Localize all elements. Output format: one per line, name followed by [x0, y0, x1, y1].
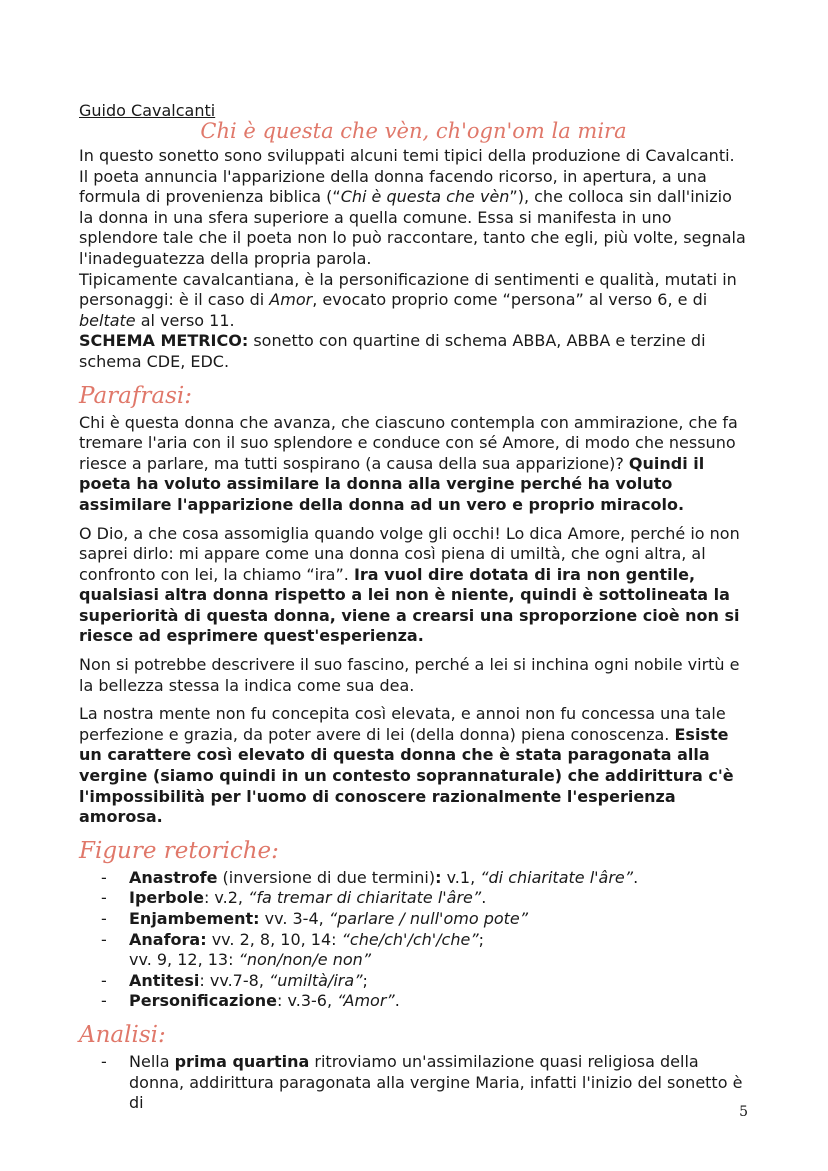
figure-end: . — [481, 888, 487, 908]
parafrasi-comment: Ira vuol dire dotata di ira non gentile, qualsiasi altra donna rispetto a lei non è niente, quindi è sottolineata la superiorità di questa donna, viene a crearsi una sproporzione cioè non si riesce ad esprimere quest'esperienza. — [79, 564, 740, 646]
figure-colon: : — [203, 888, 210, 908]
figure-ref: v.3-6, — [282, 991, 338, 1011]
parafrasi-text: Non si potrebbe descrivere il suo fascino, perché a lei si inchina ogni nobile virtù e la bellezza stessa la indica come sua dea. — [79, 655, 740, 695]
intro-paragraph-2 — [79, 270, 748, 332]
list-item — [101, 909, 748, 930]
schema-label: SCHEMA METRICO: — [79, 331, 249, 351]
list-item — [101, 991, 748, 1012]
figure-term: Iperbole — [129, 888, 204, 908]
bullet-dash: - — [101, 991, 107, 1011]
analisi-bold: prima quartina — [174, 1051, 310, 1071]
schema-metrico — [79, 331, 748, 372]
parafrasi-comment: Quindi il poeta ha voluto assimilare la donna alla vergine perché ha voluto assimilare l'apparizione della donna ad un vero e proprio miracolo. — [79, 453, 705, 514]
parafrasi-paragraph — [79, 655, 748, 696]
bullet-dash: - — [101, 867, 107, 887]
intro-beltate: beltate — [79, 310, 136, 330]
figure-ref: vv.7-8, — [204, 970, 269, 990]
intro-text: In questo sonetto sono sviluppati alcuni temi tipici della produzione di Cavalcanti. Il poeta annuncia l'apparizione della donna facendo ricorso, in apertura, a una formula di provenienza biblica (“ — [79, 146, 735, 207]
figure-retoriche-list — [79, 868, 748, 1012]
parafrasi-text: Chi è questa donna che avanza, che ciascuno contempla con ammirazione, che fa tremare l'aria con il suo splendore e conduce con sé Amore, di modo che nessuno riesce a parlare, ma tutti sospirano (a causa della sua apparizione)? — [79, 412, 738, 473]
figure-ref: v.2, — [209, 888, 249, 908]
list-item — [101, 930, 748, 971]
parafrasi-paragraph — [79, 413, 748, 516]
figure-ref: vv. 9, 12, 13: — [129, 950, 239, 970]
figure-colon: : — [435, 867, 442, 887]
figure-ref: v.1, — [441, 867, 481, 887]
parafrasi-heading: Parafrasi: — [79, 382, 192, 409]
figure-term: Anastrofe — [129, 867, 218, 887]
parafrasi-text: La nostra mente non fu concepita così elevata, e annoi non fu concessa una tale perfezione e grazia, da poter avere di lei (della donna) piena conoscenza. — [79, 704, 726, 744]
figure-end: . — [633, 867, 639, 887]
figure-quote: “non/non/e non” — [238, 950, 372, 970]
figure-note: (inversione di due termini) — [217, 867, 436, 887]
bullet-dash: - — [101, 970, 107, 990]
figure-quote: “parlare / null'omo pote” — [328, 909, 529, 928]
figure-quote: “di chiaritate l'âre” — [480, 867, 634, 887]
figure-ref: vv. 3-4, — [259, 909, 329, 928]
author-name: Guido Cavalcanti — [79, 101, 216, 120]
figure-term: Anafora: — [129, 929, 207, 949]
bullet-dash: - — [101, 929, 107, 949]
parafrasi-paragraph — [79, 704, 748, 828]
figure-colon: : — [199, 970, 205, 990]
figure-retoriche-heading: Figure retoriche: — [79, 837, 279, 864]
figure-end: ; — [362, 970, 368, 990]
poem-title: Chi è questa che vèn, ch'ogn'om la mira — [200, 119, 627, 143]
bullet-dash: - — [101, 1051, 107, 1071]
list-item — [101, 971, 748, 992]
schema-text: sonetto con quartine di schema ABBA, ABBA e terzine di schema CDE, EDC. — [79, 331, 706, 371]
parafrasi-paragraph — [79, 524, 748, 648]
list-item — [101, 1052, 748, 1114]
parafrasi-text: O Dio, a che cosa assomiglia quando volge gli occhi! Lo dica Amore, perché io non saprei dirlo: mi appare come una donna così piena di umiltà, che ogni altra, al confronto con lei, la chiamo “ira”. — [79, 523, 740, 584]
figure-quote: “che/ch'/ch'/che” — [341, 929, 479, 949]
intro-quote: Chi è questa che vèn — [340, 187, 510, 207]
bullet-dash: - — [101, 888, 107, 908]
analisi-heading: Analisi: — [79, 1021, 166, 1048]
analisi-list — [79, 1052, 748, 1114]
bullet-dash: - — [101, 909, 107, 928]
figure-term: Antitesi — [129, 970, 200, 990]
figure-quote: “fa tremar di chiaritate l'âre” — [248, 888, 482, 908]
list-item — [101, 868, 748, 889]
intro-text: Tipicamente cavalcantiana, è la personificazione di sentimenti e qualità, mutati in personaggi: è il caso di — [79, 269, 737, 310]
intro-text: al verso 11. — [135, 310, 235, 330]
figure-end: ; — [478, 929, 485, 949]
page-number: 5 — [739, 1104, 748, 1120]
analisi-text: Nella — [129, 1051, 175, 1071]
intro-text: ”), che colloca sin dall'inizio la donna in una sfera superiore a quella comune. Essa si manifesta in uno splendore tale che il poeta non lo può raccontare, tanto che egli, più volte, segnala l'inadeguatezza della propria parola. — [79, 187, 746, 268]
figure-end: . — [394, 991, 400, 1011]
figure-term: Enjambement: — [129, 909, 260, 928]
parafrasi-comment: Esiste un carattere così elevato di questa donna che è stata paragonata alla vergine (siamo quindi in un contesto soprannaturale) che addirittura c'è l'impossibilità per l'uomo di conoscere razionalmente l'esperienza amorosa. — [79, 724, 734, 827]
intro-paragraph-1 — [79, 146, 748, 270]
list-item — [101, 888, 748, 909]
figure-quote: “umiltà/ira” — [268, 970, 363, 990]
analisi-text: ritroviamo un'assimilazione quasi religiosa della donna, addirittura paragonata alla vergine Maria, infatti l'inizio del sonetto è di — [129, 1051, 743, 1113]
intro-text: , evocato proprio come “persona” al verso 6, e di — [312, 290, 708, 310]
figure-ref: vv. 2, 8, 10, 14: — [206, 929, 342, 949]
figure-colon: : — [277, 991, 283, 1011]
figure-term: Personificazione — [129, 991, 278, 1011]
figure-quote: “Amor” — [337, 991, 395, 1011]
intro-amor: Amor — [269, 290, 313, 310]
